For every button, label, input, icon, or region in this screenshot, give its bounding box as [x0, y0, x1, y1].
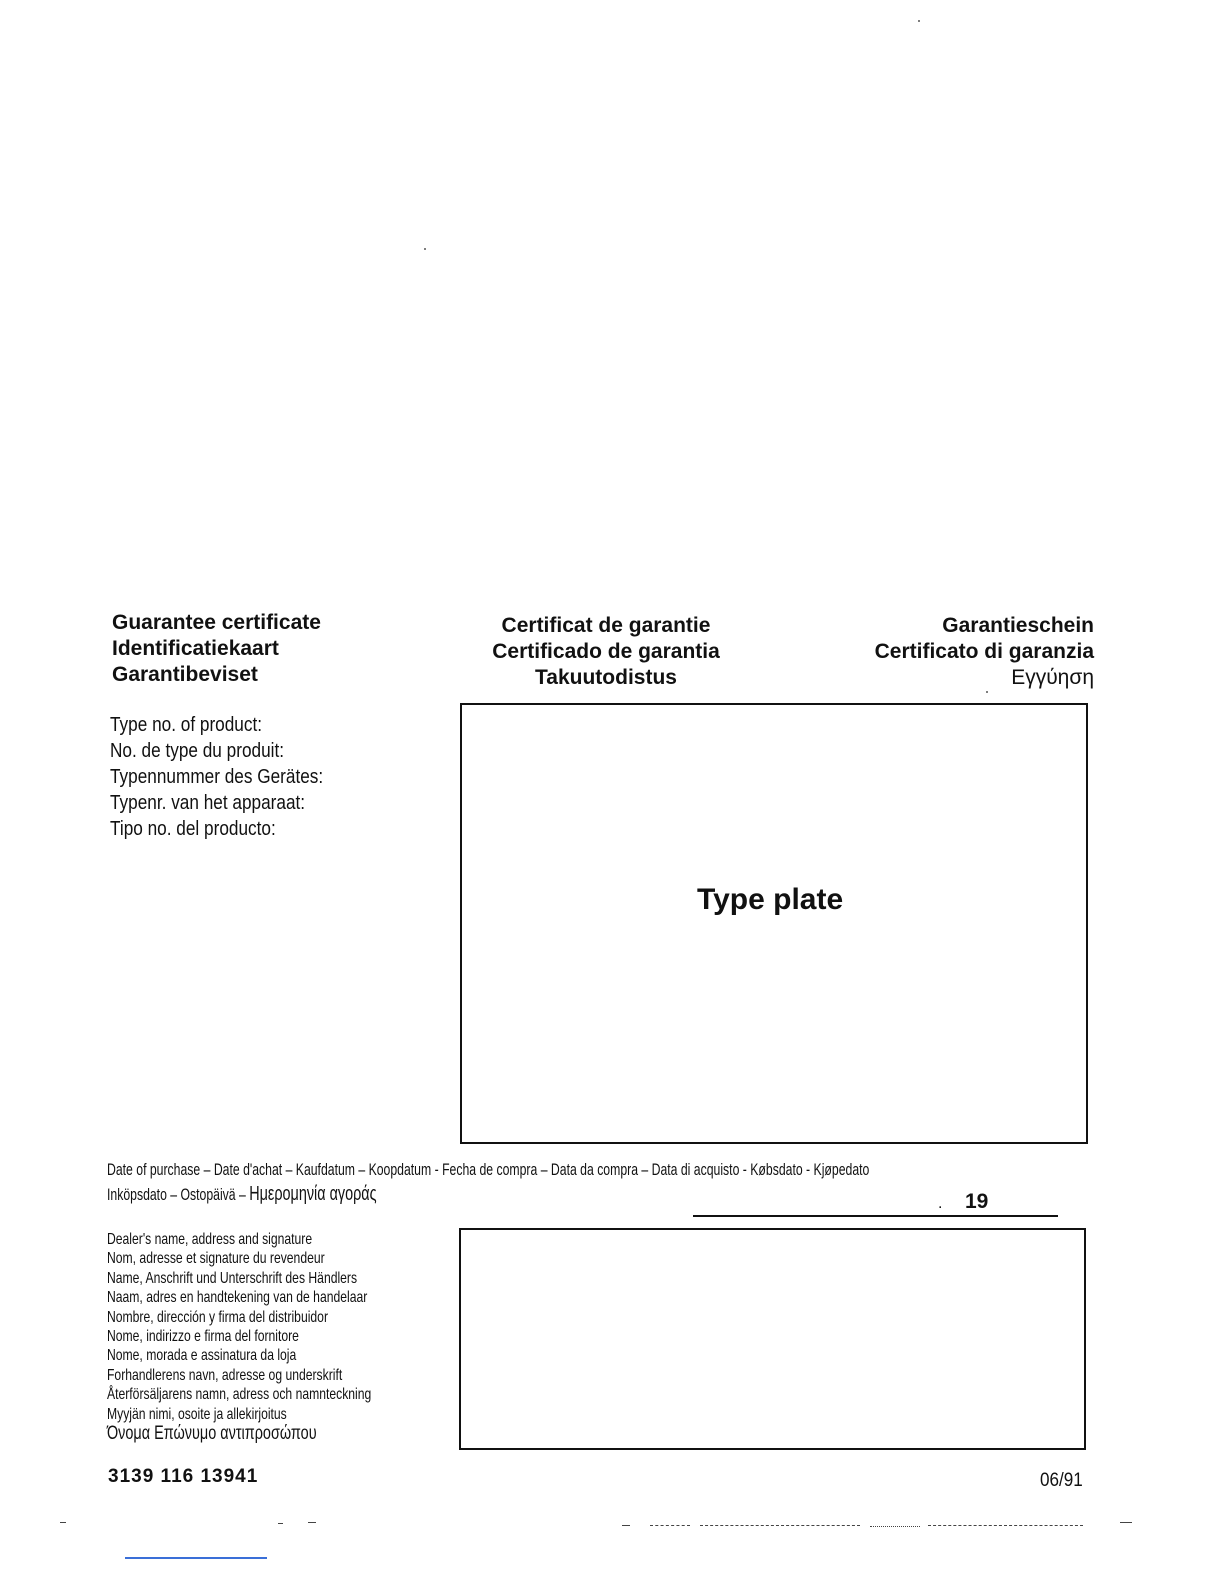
date-field-dot: . [938, 1195, 943, 1212]
scan-mark [278, 1523, 283, 1524]
dealer-label-it: Nome, indirizzo e firma del fornitore [107, 1328, 299, 1346]
type-plate-label: Type plate [697, 883, 844, 916]
scan-speck [986, 691, 988, 693]
date-of-purchase-line-1: Date of purchase – Date d'achat – Kaufdatum – Koopdatum - Fecha de compra – Data da compra – Data di acquisto - Købsdato - Kjøpedato [107, 1160, 870, 1179]
dealer-label-no: Forhandlerens navn, adresse og underskrift [107, 1366, 343, 1384]
scan-speck [918, 20, 920, 22]
type-number-label-fr: No. de type du produit: [110, 740, 285, 762]
date-of-purchase-line-2-latin: Inköpsdato – Ostopäivä – [107, 1185, 246, 1204]
dealer-label-fr: Nom, adresse et signature du revendeur [107, 1250, 325, 1268]
scan-mark [870, 1526, 920, 1527]
dealer-label-nl: Naam, adres en handtekening van de handelaar [107, 1289, 368, 1307]
type-number-label-en: Type no. of product: [110, 714, 263, 736]
heading-greek-guarantee: Εγγύηση [1011, 666, 1094, 689]
scan-mark [700, 1525, 860, 1526]
dealer-label-sv: Återförsäljarens namn, adress och namnteckning [107, 1386, 372, 1404]
scan-mark [308, 1522, 316, 1523]
type-number-label-de: Typennummer des Gerätes: [110, 766, 324, 788]
heading-takuutodistus: Takuutodistus [535, 666, 677, 689]
scan-mark [60, 1522, 66, 1523]
scan-mark [928, 1525, 1083, 1526]
scan-mark [622, 1525, 630, 1526]
type-number-label-nl: Typenr. van het apparaat: [110, 792, 306, 814]
type-number-labels [110, 712, 323, 842]
dealer-label-el: Όνομα Επώνυμο αντιπροσώπου [107, 1423, 317, 1445]
dealer-signature-box[interactable] [459, 1228, 1086, 1450]
dealer-label-fi: Myyjän nimi, osoite ja allekirjoitus [107, 1405, 287, 1423]
heading-certificat-de-garantie: Certificat de garantie [501, 614, 711, 637]
scan-speck [424, 248, 426, 250]
heading-guarantee-certificate: Guarantee certificate [112, 611, 321, 634]
heading-block-center [466, 613, 746, 691]
heading-garantieschein: Garantieschein [942, 614, 1094, 637]
dealer-label-en: Dealer's name, address and signature [107, 1231, 313, 1248]
dealer-labels [107, 1230, 371, 1443]
date-of-purchase-greek: Ημερομηνία αγοράς [249, 1183, 377, 1205]
dealer-label-es: Nombre, dirección y firma del distribuidor [107, 1308, 328, 1326]
date-of-purchase-field[interactable] [693, 1215, 1058, 1217]
document-code: 3139 116 13941 [108, 1466, 259, 1487]
heading-identificatiekaart: Identificatiekaart [112, 637, 279, 660]
heading-block-left [112, 610, 321, 688]
type-number-label-es: Tipo no. del producto: [110, 818, 276, 840]
heading-garantibeviset: Garantibeviset [112, 663, 258, 686]
scan-mark [650, 1525, 690, 1526]
scan-edge-line [125, 1557, 267, 1559]
heading-certificado-de-garantia: Certificado de garantia [492, 640, 720, 663]
scan-mark [1120, 1522, 1132, 1523]
date-year-prefix: 19 [965, 1190, 989, 1213]
date-of-purchase-labels [107, 1158, 869, 1207]
dealer-label-de: Name, Anschrift und Unterschrift des Händlers [107, 1269, 358, 1287]
edition-date: 06/91 [1040, 1470, 1083, 1491]
type-plate-box [460, 703, 1088, 1144]
heading-certificato-di-garanzia: Certificato di garanzia [874, 640, 1094, 663]
dealer-label-pt: Nome, morada e assinatura da loja [107, 1347, 297, 1365]
date-of-purchase-line-2 [107, 1182, 869, 1207]
heading-block-right [800, 613, 1094, 691]
